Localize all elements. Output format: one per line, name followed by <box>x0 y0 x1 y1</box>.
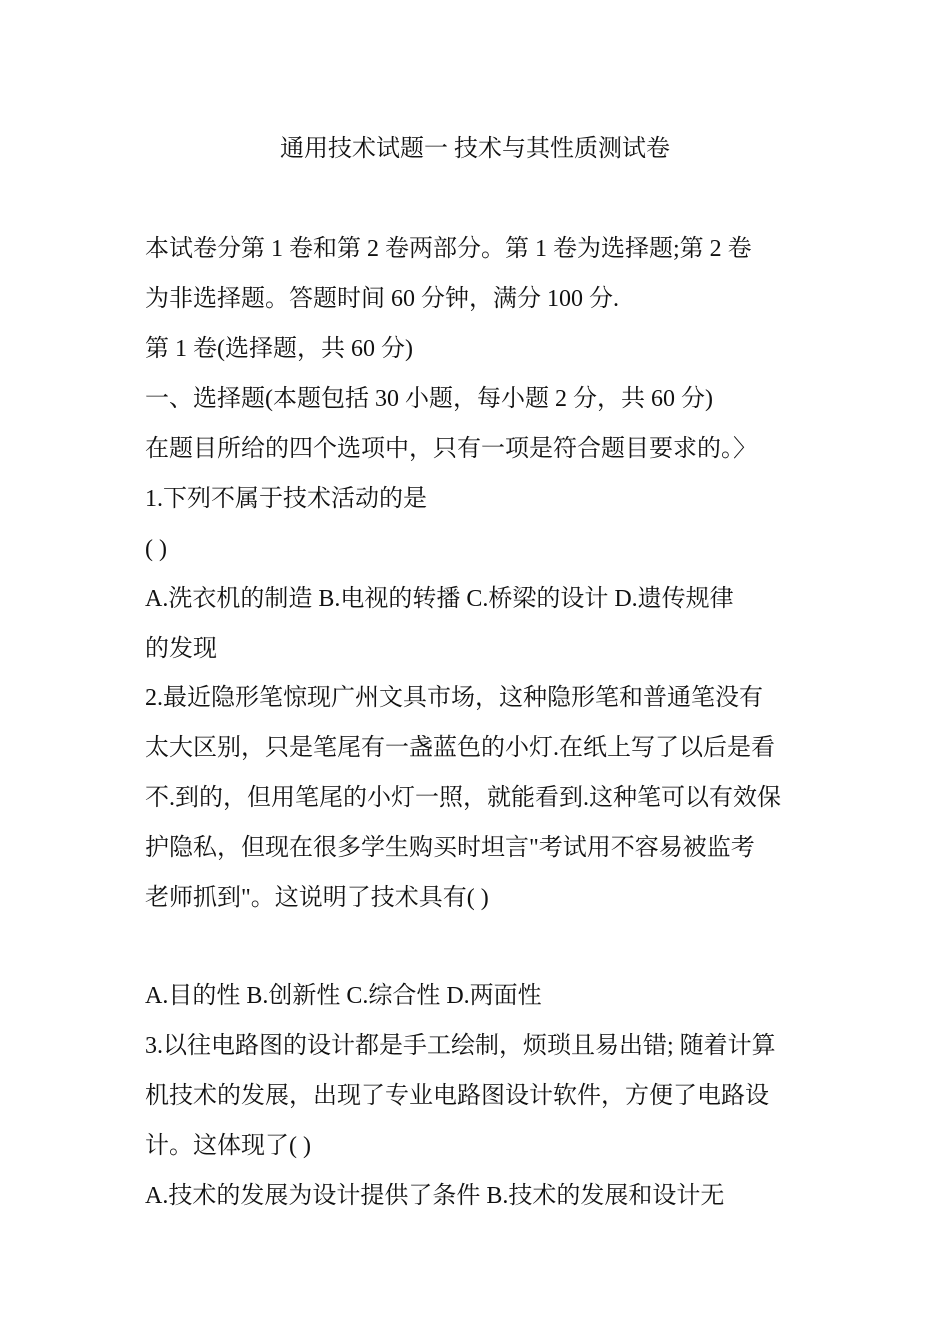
question-2-line-3: 不.到的，但用笔尾的小灯一照，就能看到.这种笔可以有效保 <box>145 785 781 811</box>
question-2-line-5: 老师抓到"。这说明了技术具有( ) <box>145 885 489 911</box>
section-heading: 第 1 卷(选择题，共 60 分) <box>145 336 413 362</box>
question-1-blank: ( ) <box>145 536 167 562</box>
question-1-options-cont: 的发现 <box>145 636 217 662</box>
question-2-line-4: 护隐私，但现在很多学生购买时坦言"考试用不容易被监考 <box>145 835 755 861</box>
document-title: 通用技术试题一 技术与其性质测试卷 <box>280 136 670 162</box>
instruction-line: 在题目所给的四个选项中，只有一项是符合题目要求的。〉 <box>145 436 757 462</box>
intro-line-1: 本试卷分第 1 卷和第 2 卷两部分。第 1 卷为选择题;第 2 卷 <box>145 236 752 262</box>
part-heading: 一、选择题(本题包括 30 小题，每小题 2 分，共 60 分) <box>145 386 713 412</box>
intro-line-2: 为非选择题。答题时间 60 分钟，满分 100 分. <box>145 286 619 312</box>
question-2-line-1: 2.最近隐形笔惊现广州文具市场，这种隐形笔和普通笔没有 <box>145 685 763 711</box>
question-1-stem: 1.下列不属于技术活动的是 <box>145 486 427 512</box>
question-2-options: A.目的性 B.创新性 C.综合性 D.两面性 <box>145 983 542 1009</box>
question-3-options: A.技术的发展为设计提供了条件 B.技术的发展和设计无 <box>145 1183 725 1209</box>
question-2-line-2: 太大区别，只是笔尾有一盏蓝色的小灯.在纸上写了以后是看 <box>145 735 775 761</box>
question-3-line-3: 计。这体现了( ) <box>145 1133 311 1159</box>
question-3-line-1: 3.以往电路图的设计都是手工绘制，烦琐且易出错; 随着计算 <box>145 1033 776 1059</box>
question-1-options: A.洗衣机的制造 B.电视的转播 C.桥梁的设计 D.遗传规律 <box>145 586 734 612</box>
question-3-line-2: 机技术的发展，出现了专业电路图设计软件，方便了电路设 <box>145 1083 769 1109</box>
